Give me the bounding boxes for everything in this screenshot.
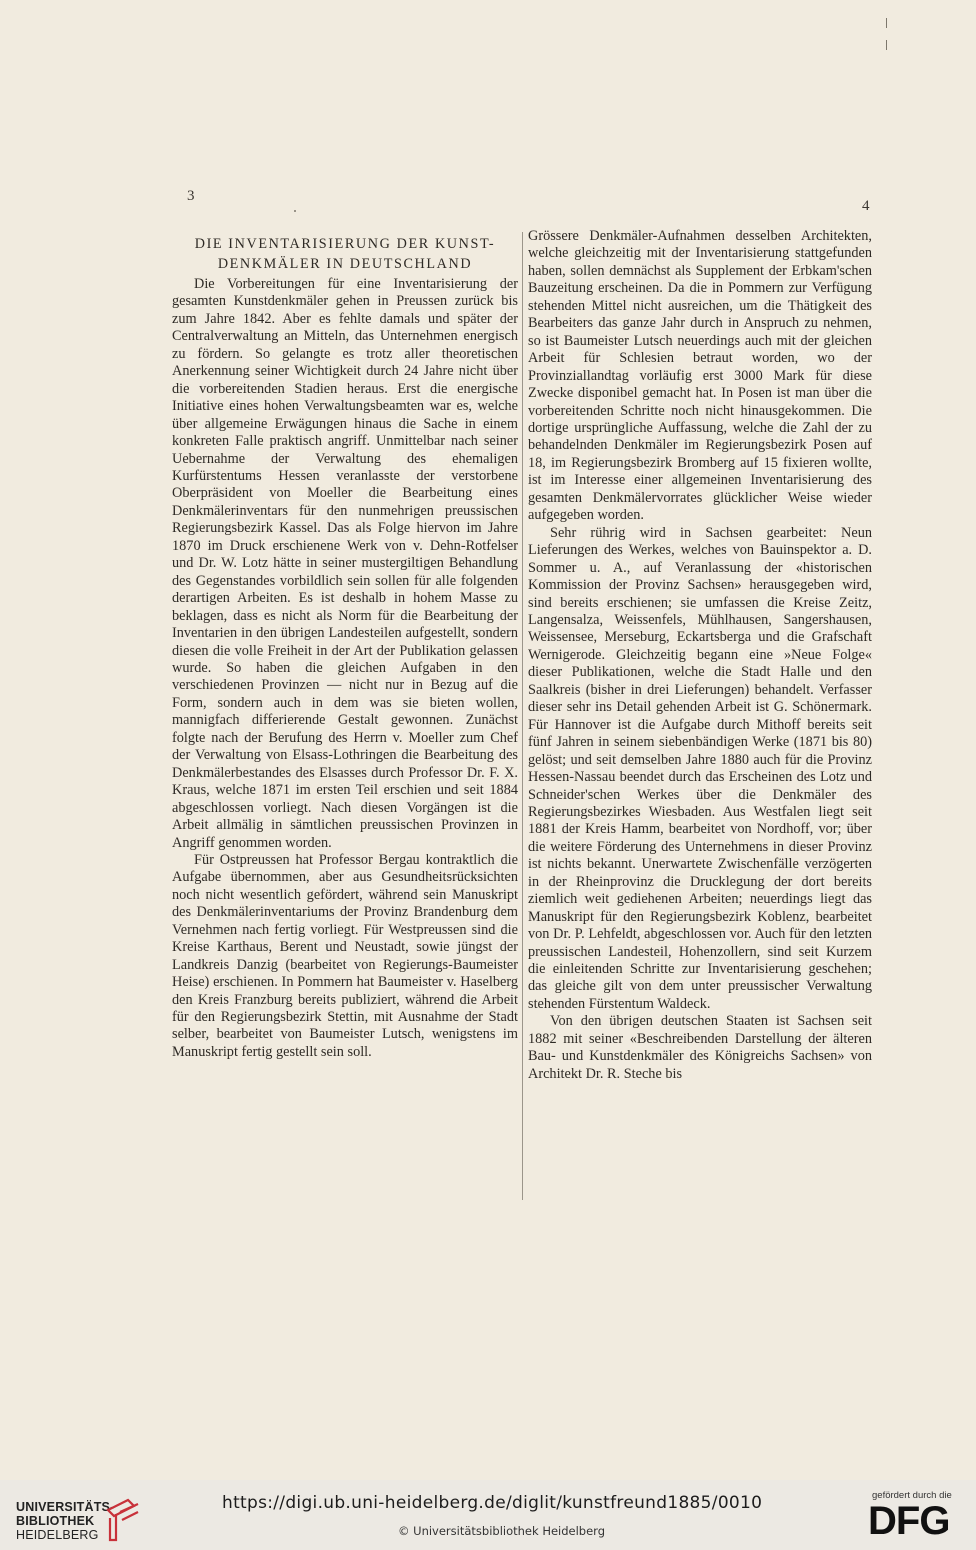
paragraph: Von den übrigen deutschen Staaten ist Sachsen seit 1882 mit seiner «Beschreibenden Darstellung der älteren Bau- und Kunstdenkmäler des Königreichs Sachsen» von Architekt Dr. R. Steche bis [528, 1013, 872, 1082]
paragraph: Die Vorbereitungen für eine Inventarisierung der gesamten Kunstdenkmäler gehen in Preussen zurück bis zum Jahre 1842. Aber es fehlte damals und später der Centralverwaltung an Mitteln, das Unternehmen energisch zu fördern. So gelangte es trotz aller theoretischen Anerkennung seiner Wichtigkeit durch 24 Jahre nicht über die vorbereitenden Stadien heraus. Erst die energische Initiative eines hohen Verwaltungsbeamten war es, welche über allgemeine Erwägungen hinaus die Sache in einem konkreten Falle praktisch angriff. Unmittelbar nach seiner Uebernahme der Verwaltung des ehemaligen Kurfürstentums Hessen veranlasste der verstorbene Oberpräsident von Moeller die Bearbeitung eines Denkmälerinventars für den nunmehrigen preussischen Regierungsbezirk Kassel. Das als Folge hiervon im Jahre 1870 im Druck erschienene Werk von v. Dehn-Rotfelser und Dr. W. Lotz hätte in seiner mustergiltigen Behandlung des Gegenstandes vorbildlich sein sollen für alle folgenden derartigen Arbeiten. Es ist deshalb in hohem Masse zu beklagen, dass es nicht als Norm für die Bearbeitung der Inventarien in den übrigen Landesteilen aufgestellt, sondern diesen die volle Freiheit in der Art der Publikation gelassen wurde. So haben die gleichen Aufgaben in den verschiedenen Provinzen — nicht nur in Bezug auf die Form, sondern auch in dem was sie bieten wollen, mannigfach differierende Gestalt gewonnen. Zunächst folgte nach der Berufung des Herrn v. Moeller zum Chef der Verwaltung von Elsass-Lothringen die Bearbeitung des Denkmälerbestandes des Elsasses durch Professor Dr. F. X. Kraus, welche 1871 im ersten Teil erschien und seit 1884 abgeschlossen vorliegt. Nach diesen Vorgängen ist die Arbeit allmälig in sämtlichen preussischen Provinzen in Angriff genommen worden. [172, 276, 518, 851]
article-title [172, 234, 518, 274]
library-name-line2: BIBLIOTHEK [16, 1514, 95, 1528]
ub-heidelberg-logo[interactable] [12, 1488, 142, 1544]
viewer-footer [0, 1480, 976, 1550]
paragraph: Grössere Denkmäler-Aufnahmen desselben Architekten, welche gleichzeitig mit der Inventarisierung stattgefunden haben, sollen demnächst als Supplement der Erbkam'schen Bauzeitung erscheinen. Da die in Pommern zur Verfügung stehenden Mittel nicht ausreichen, um die Thätigkeit des Bearbeiters das ganze Jahr durch in Anspruch zu nehmen, so ist Baumeister Lutsch neuerdings auch mit der gleichen Arbeit für Schlesien betraut worden, wo der Provinziallandtag vorläufig erst 3000 Mark für diese Zwecke disponibel gemacht hat. In Posen ist man über die vorbereitenden Schritte noch nicht hinausgekommen. Die dortige ursprüngliche Auffassung, welche die Zahl der zu behandelnden Denkmäler im Regierungsbezirk Posen auf 18, im Regierungsbezirk Bromberg auf 15 fixieren wollte, ist im Interesse einer allgemeinen Inventarisierung des gesamten Denkmälervorrates glücklicher Weise wieder aufgegeben worden. [528, 228, 872, 524]
left-column [172, 234, 518, 1061]
copyright-notice: © Universitätsbibliothek Heidelberg [398, 1524, 606, 1538]
article-title-line2: DENKMÄLER IN DEUTSCHLAND [217, 256, 473, 272]
column-divider [522, 232, 523, 1200]
document-url-link[interactable]: https://digi.ub.uni-heidelberg.de/diglit/kunstfreund1885/0010 [222, 1493, 763, 1513]
paragraph: Sehr rührig wird in Sachsen gearbeitet: Neun Lieferungen des Werkes, welches von Bauinspektor a. D. Sommer u. A., auf Veranlassung der «historischen Kommission der Provinz Sachsen» herausgegeben wird, sind bereits erschienen; sie umfassen die Kreise Zeitz, Langensalza, Weissenfels, Mühlhausen, Sangershausen, Weissensee, Merseburg, Eckartsberga und die Grafschaft Wernigerode. Gleichzeitig begann eine »Neue Folge« dieser Publikationen, welche die Stadt Halle und den Saalkreis (bisher in drei Lieferungen) behandelt. Verfasser dieser sehr ins Detail gehenden Arbeit ist G. Schönermark. Für Hannover ist die Aufgabe durch Mithoff bereits seit fünf Jahren in seinem siebenbändigen Werke (1871 bis 80) gelöst; und seit demselben Jahre 1880 auch für die Provinz Hessen-Nassau beendet durch das Erscheinen des Lotz und Schneider'schen Werkes über die Denkmäler des Regierungsbezirkes Wiesbaden. Aus Westfalen liegt seit 1881 der Kreis Hamm, bearbeitet von Nordhoff, vor; über die weitere Förderung des Unternehmens in dieser Provinz ist nichts bekannt. Unerwartete Zwischenfälle verzögerten in der Rheinprovinz die Drucklegung der dort bereits ziemlich weit gediehenen Arbeiten; neuerdings liegt das Manuskript für den Regierungsbezirk Koblenz, bearbeitet von Dr. P. Lehfeldt, abgeschlossen vor. Auch für den letzten preussischen Landesteil, Hohenzollern, sind seit Kurzem die einleitenden Schritte zur Inventarisierung geschehen; das gleiche gilt von dem unter preussischer Verwaltung stehenden Fürstentum Waldeck. [528, 524, 872, 1012]
page-edge-mark [886, 40, 887, 50]
article-title-line1: DIE INVENTARISIERUNG DER KUNST- [194, 236, 496, 252]
page-speck [294, 210, 296, 212]
dfg-logo-text: DFG [868, 1499, 950, 1543]
ub-mark-icon [102, 1496, 142, 1544]
right-page-number: 4 [862, 198, 870, 214]
paragraph: Für Ostpreussen hat Professor Bergau kontraktlich die Aufgabe übernommen, aber aus Gesundheitsrücksichten noch nicht wesentlich gefördert, während sein Manuskript des Denkmälerinventariums der Provinz Brandenburg dem Vernehmen nach fertig vorliegt. Für Westpreussen sind die Kreise Karthaus, Berent und Neustadt, sowie jüngst der Landkreis Danzig (bearbeitet von Regierungs-Baumeister Heise) erschienen. In Pommern hat Baumeister v. Haselberg den Kreis Franzburg bereits publiziert, während die Arbeit für den Regierungsbezirk Stettin, mit Ausnahme der Stadt selber, bearbeitet von Baumeister Lutsch, wenigstens im Manuskript fertig gestellt sein soll. [172, 851, 518, 1060]
right-column [528, 228, 872, 1083]
page-edge-mark [886, 18, 887, 28]
funding-note: gefördert durch die [872, 1490, 952, 1501]
dfg-logo[interactable] [862, 1486, 972, 1546]
library-name-line1: UNIVERSITÄTS- [16, 1500, 115, 1514]
library-name-line3: HEIDELBERG [16, 1528, 99, 1542]
left-page-number: 3 [187, 188, 195, 204]
